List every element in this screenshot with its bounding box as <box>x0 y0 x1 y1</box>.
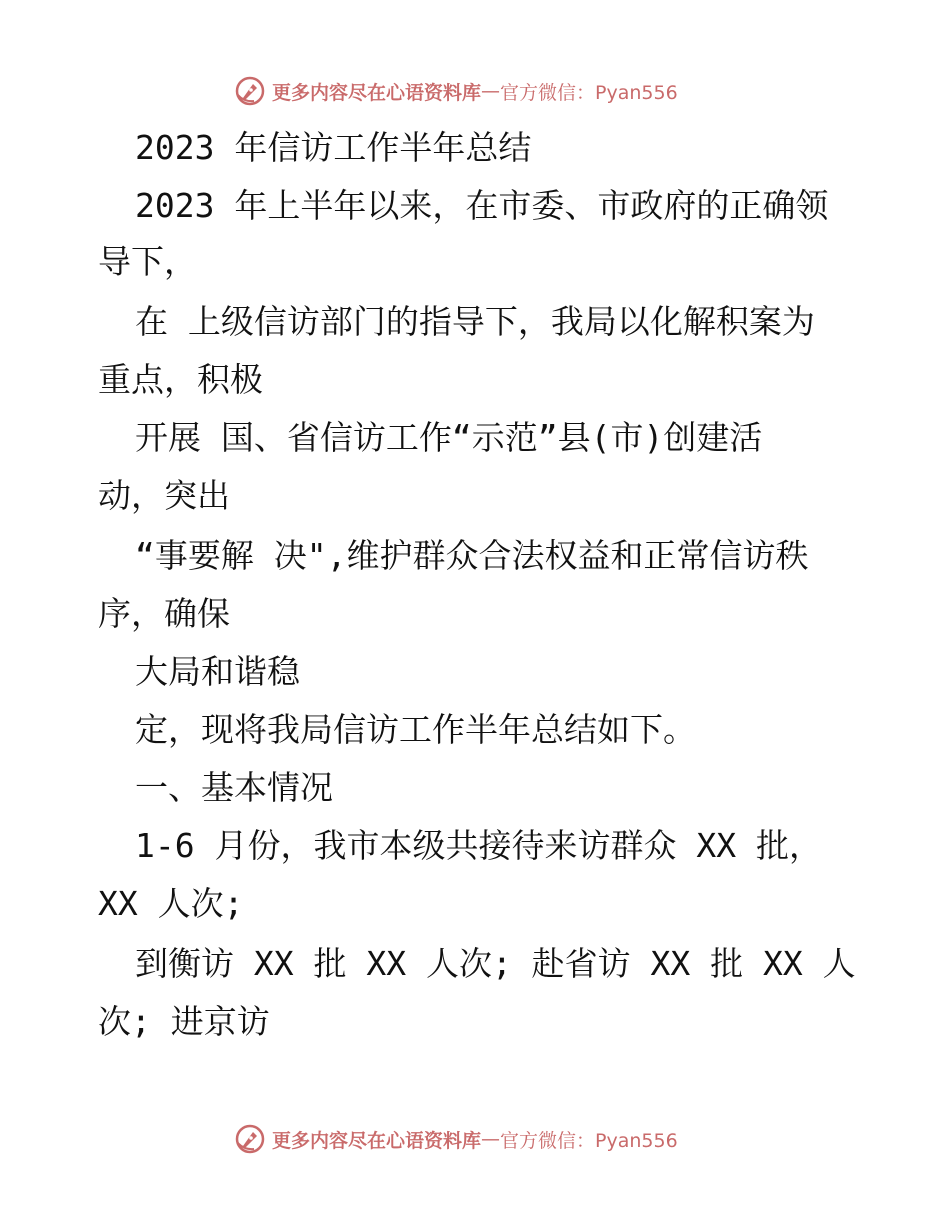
header-watermark <box>234 74 678 108</box>
watermark-dash: — <box>481 80 501 102</box>
body-line: 2023 年上半年以来，在市委、市政府的正确领 <box>135 186 829 225</box>
body-line: 1-6 月份，我市本级共接待来访群众 XX 批， <box>135 826 822 865</box>
body-line: 开展 国、省信访工作“示范”县(市)创建活 <box>135 418 763 457</box>
pen-nib-logo-icon <box>234 1123 266 1155</box>
pen-nib-logo-icon <box>234 75 266 107</box>
document-title: 2023 年信访工作半年总结 <box>135 128 532 167</box>
watermark-main-text: 更多内容尽在心语资料库 <box>272 1129 482 1152</box>
body-line: 次; 进京访 <box>98 1002 270 1041</box>
body-line: 序，确保 <box>98 594 230 633</box>
watermark-wechat-text: 官方微信：Pyan556 <box>500 81 678 104</box>
section-heading: 一、基本情况 <box>135 768 333 807</box>
body-line: 重点，积极 <box>98 360 263 399</box>
body-line: 导下， <box>98 242 197 281</box>
body-line: 动，突出 <box>98 476 230 515</box>
body-line: 定，现将我局信访工作半年总结如下。 <box>135 710 696 749</box>
body-line: “事要解 决",维护群众合法权益和正常信访秩 <box>135 536 809 575</box>
body-line: 到衡访 XX 批 XX 人次; 赴省访 XX 批 XX 人 <box>135 944 856 983</box>
body-line: XX 人次; <box>98 884 244 923</box>
watermark-dash: — <box>481 1128 501 1150</box>
watermark-wechat-text: 官方微信：Pyan556 <box>500 1129 678 1152</box>
watermark-main-text: 更多内容尽在心语资料库 <box>272 81 482 104</box>
footer-watermark <box>234 1122 678 1156</box>
body-line: 大局和谐稳 <box>135 652 300 691</box>
body-line: 在 上级信访部门的指导下，我局以化解积案为 <box>135 302 815 341</box>
